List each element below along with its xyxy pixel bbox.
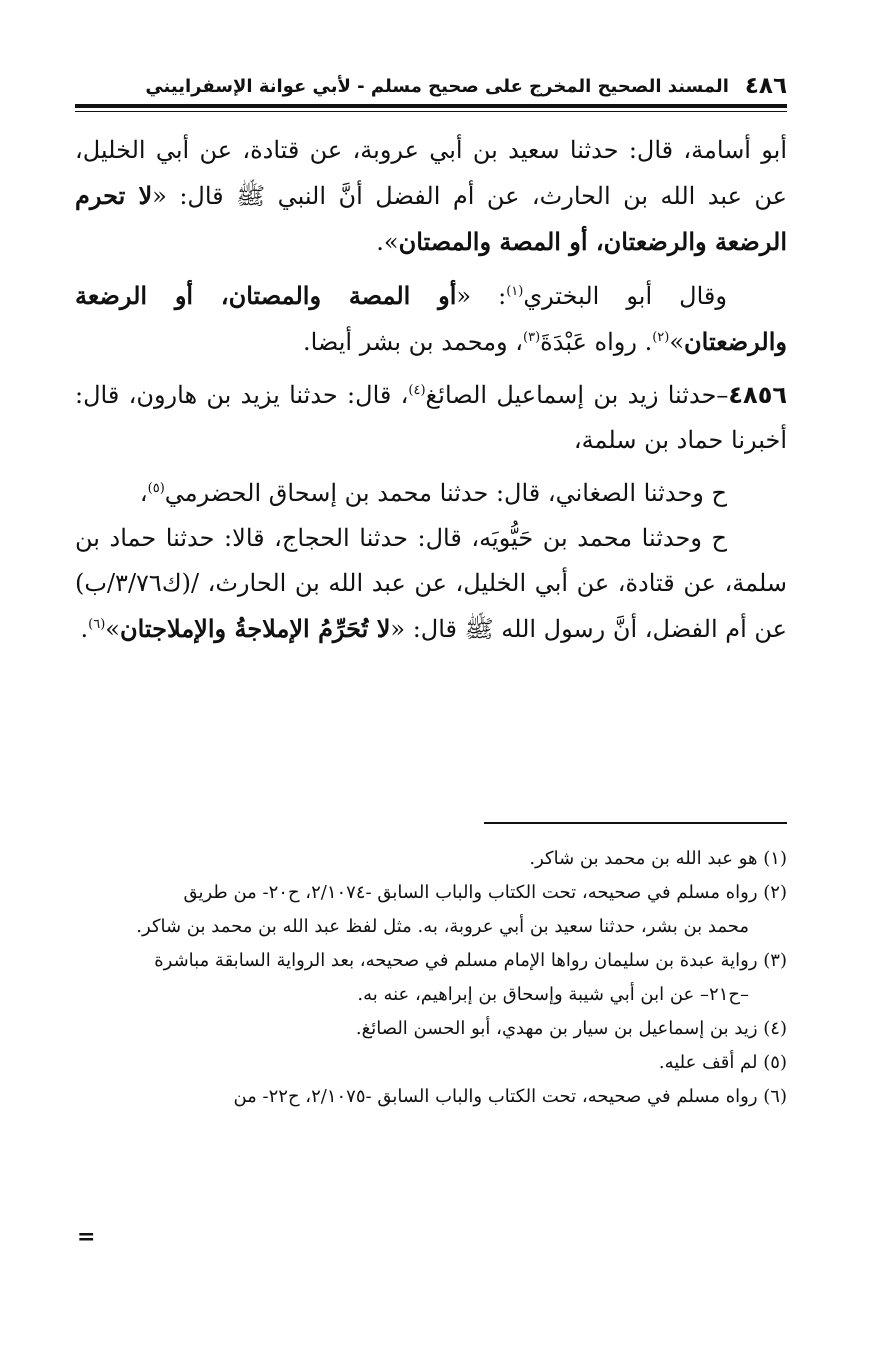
footnote-text: –ح٢١– عن ابن أبي شيبة وإسحاق بن إبراهيم، عنه به. — [357, 984, 749, 1005]
text: أبو أسامة، قال: حدثنا سعيد بن أبي عروبة، عن قتادة، عن أبي الخليل، عن عبد الله بن الحارث، عن أم الفضل أنَّ النبي ﷺ قال: « — [75, 136, 787, 210]
text: ، ومحمد بن بشر أيضا. — [302, 328, 524, 356]
text: ». — [376, 228, 399, 256]
hadith-quote: أو المصة والمصتان، أو الرضعة والرضعتان — [75, 281, 787, 356]
footnote-ref[interactable]: (٢) — [652, 330, 670, 345]
footnote-number: (٥) — [763, 1052, 787, 1073]
footnote-5 — [75, 1046, 787, 1080]
footnote-separator — [484, 822, 787, 824]
paragraph-4 — [75, 471, 787, 516]
text: : « — [456, 282, 507, 310]
footnote-text: رواه مسلم في صحيحه، تحت الكتاب والباب السابق -٢/١٠٧٤، ح٢٠- من طريق — [183, 882, 758, 903]
footnote-number: (١) — [763, 848, 787, 869]
footnote-6 — [75, 1080, 787, 1114]
paragraph-1 — [75, 128, 787, 265]
running-title: المسند الصحيح المخرج على صحيح مسلم - لأبي عوانة الإسفراييني — [145, 75, 729, 97]
footnote-ref[interactable]: (١) — [506, 284, 524, 299]
footnote-1 — [75, 842, 787, 876]
hadith-number: ٤٨٥٦ — [728, 381, 787, 409]
footnotes — [75, 842, 787, 1114]
footnote-ref[interactable]: (٣) — [523, 330, 541, 345]
footnote-number: (٤) — [763, 1018, 787, 1039]
header-rule-thick — [75, 104, 787, 108]
hadith-quote: لا تُحَرِّمُ الإملاجةُ والإملاجتان — [119, 614, 391, 643]
footnote-ref[interactable]: (٥) — [147, 481, 165, 496]
text: » — [669, 328, 685, 356]
footnote-2-continuation — [75, 910, 787, 944]
footnote-text: محمد بن بشر، حدثنا سعيد بن أبي عروبة، به. مثل لفظ عبد الله بن محمد بن شاكر. — [136, 916, 749, 937]
paragraph-3 — [75, 373, 787, 463]
footnote-number: (٣) — [763, 950, 787, 971]
footnote-3 — [75, 944, 787, 978]
page-header — [75, 70, 787, 102]
paragraph-5 — [75, 516, 787, 652]
text: ح وحدثنا محمد بن حَيُّويَه، قال: حدثنا الحجاج، قالا: حدثنا حماد بن سلمة، عن قتادة، عن أبي الخليل، عن عبد الله بن الحارث، /(ك٣/٧٦/ب) عن أم الفضل، أنَّ رسول الله ﷺ قال: « — [75, 524, 787, 643]
page-number: ٤٨٦ — [744, 73, 787, 99]
hadith-quote: لا تحرم الرضعة والرضعتان، أو المصة والمصتان — [75, 181, 787, 256]
text: ، قال: حدثنا يزيد بن هارون، قال: أخبرنا حماد بن سلمة، — [75, 381, 787, 454]
footnote-text: زيد بن إسماعيل بن سيار بن مهدي، أبو الحسن الصائغ. — [355, 1018, 758, 1039]
footnote-ref[interactable]: (٤) — [408, 383, 426, 398]
footnote-text: رواية عبدة بن سليمان رواها الإمام مسلم في صحيحه، بعد الرواية السابقة مباشرة — [154, 950, 758, 971]
main-text — [75, 128, 787, 652]
footnote-3-continuation — [75, 978, 787, 1012]
footnote-text: هو عبد الله بن محمد بن شاكر. — [529, 848, 758, 869]
text: وقال أبو البختري — [523, 282, 727, 310]
header-rule-thin — [75, 111, 787, 112]
footnote-number: (٦) — [763, 1086, 787, 1107]
text: » — [105, 615, 120, 643]
text: ، — [139, 479, 148, 507]
paragraph-2 — [75, 273, 787, 365]
footnote-number: (٢) — [763, 882, 787, 903]
text: . رواه عَبْدَةَ — [540, 328, 653, 356]
footnote-text: لم أقف عليه. — [658, 1052, 758, 1073]
text: . — [80, 615, 89, 643]
continuation-mark: = — [77, 1224, 96, 1250]
footnote-text: رواه مسلم في صحيحه، تحت الكتاب والباب السابق -٢/١٠٧٥، ح٢٢- من — [233, 1086, 758, 1107]
footnote-2 — [75, 876, 787, 910]
text: ح وحدثنا الصغاني، قال: حدثنا محمد بن إسحاق الحضرمي — [164, 479, 727, 507]
footnote-ref[interactable]: (٦) — [88, 617, 106, 632]
footnote-4 — [75, 1012, 787, 1046]
text: –حدثنا زيد بن إسماعيل الصائغ — [425, 381, 729, 409]
